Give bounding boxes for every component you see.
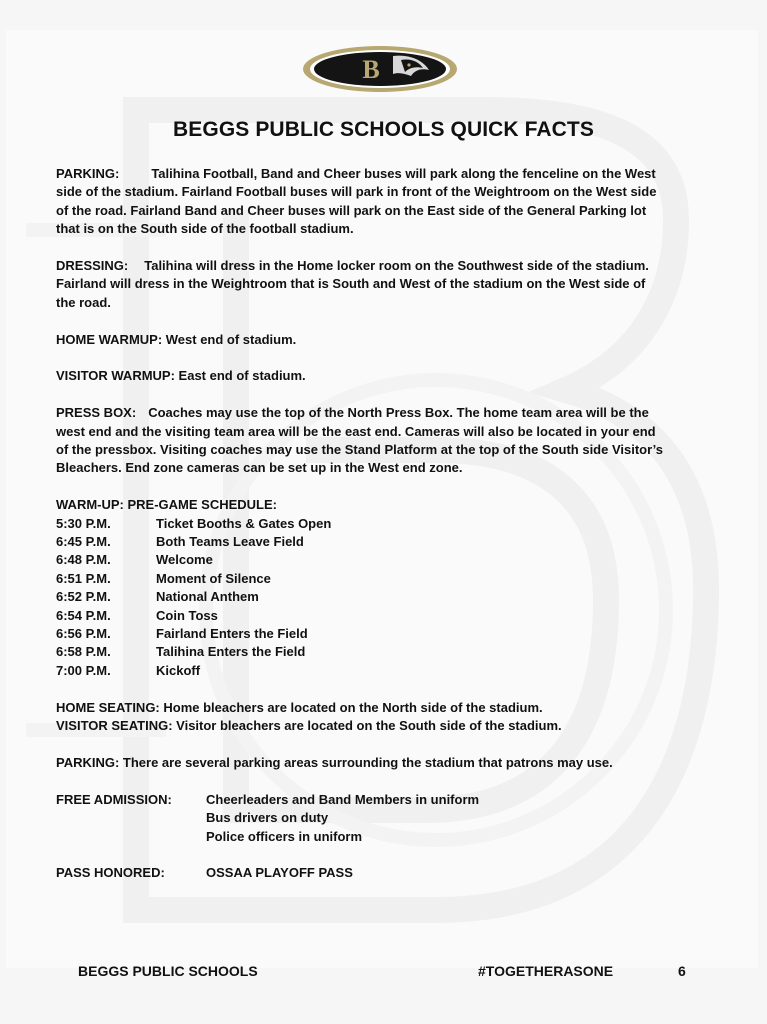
schedule-time: 6:45 P.M.	[56, 534, 111, 550]
free-admission-label: FREE ADMISSION:	[56, 791, 172, 807]
schedule-time: 6:56 P.M.	[56, 626, 111, 642]
press-box-section	[56, 404, 712, 478]
pass-honored-label: PASS HONORED:	[56, 865, 165, 881]
dressing-line: Fairland will dress in the Weightroom that is South and West of the stadium on the West side of	[56, 276, 646, 292]
dressing-line: Talihina will dress in the Home locker room on the Southwest side of the stadium.	[144, 258, 649, 274]
schedule-time: 6:48 P.M.	[56, 552, 111, 568]
schedule-row	[56, 515, 712, 533]
dressing-label: DRESSING:	[56, 258, 129, 274]
free-admission-item: Cheerleaders and Band Members in uniform	[206, 791, 480, 807]
press-box-line: of the pressbox. Visiting coaches may use the Stand Platform at the top of the South side Visitor’s	[56, 442, 664, 458]
parking-buses-line: side of the stadium. Fairland Football buses will park in front of the Weightroom on the West side	[56, 184, 657, 200]
schedule-time: 6:58 P.M.	[56, 644, 111, 660]
beggs-logo-icon	[301, 44, 459, 94]
press-box-line: west end and the visiting team area will be the east end. Cameras will also be located in your end	[56, 423, 656, 439]
parking-buses-label: PARKING:	[56, 166, 120, 181]
svg-text:B: B	[362, 55, 380, 84]
schedule-row	[56, 533, 712, 551]
page-title: BEGGS PUBLIC SCHOOLS QUICK FACTS	[173, 118, 594, 141]
press-box-label: PRESS BOX:	[56, 405, 137, 421]
free-admission-item: Bus drivers on duty	[206, 810, 329, 826]
parking-buses-line: Talihina Football, Band and Cheer buses will park along the fenceline on the West	[151, 166, 656, 181]
schedule-row	[56, 607, 712, 625]
home-seating: HOME SEATING: Home bleachers are located on the North side of the stadium.	[56, 699, 543, 715]
free-admission-item: Police officers in uniform	[206, 828, 363, 844]
pass-honored-value: OSSAA PLAYOFF PASS	[206, 865, 353, 881]
schedule-heading: WARM-UP: PRE-GAME SCHEDULE:	[56, 497, 277, 513]
schedule-event: Coin Toss	[156, 607, 218, 623]
seating-section	[56, 699, 712, 736]
free-admission-section	[56, 791, 712, 846]
parking-patrons: PARKING: There are several parking areas surrounding the stadium that patrons may use.	[56, 754, 613, 770]
schedule-row	[56, 625, 712, 643]
schedule-time: 6:52 P.M.	[56, 589, 111, 605]
home-warmup: HOME WARMUP: West end of stadium.	[56, 331, 297, 347]
press-box-line: Coaches may use the top of the North Press Box. The home team area will be the	[148, 405, 649, 421]
schedule-row	[56, 588, 712, 606]
schedule-time: 7:00 P.M.	[56, 662, 111, 678]
visitor-warmup: VISITOR WARMUP: East end of stadium.	[56, 368, 306, 384]
schedule-time: 5:30 P.M.	[56, 515, 111, 531]
pass-honored	[56, 864, 712, 882]
parking-buses-section	[56, 165, 712, 239]
schedule-event: Talihina Enters the Field	[156, 644, 306, 660]
schedule-time: 6:54 P.M.	[56, 607, 111, 623]
schedule-row	[56, 662, 712, 680]
footer-page-number: 6	[678, 963, 686, 979]
schedule-row	[56, 570, 712, 588]
schedule-event: National Anthem	[156, 589, 259, 605]
dressing-section	[56, 257, 712, 312]
schedule-event: Ticket Booths & Gates Open	[156, 515, 332, 531]
visitor-seating: VISITOR SEATING: Visitor bleachers are located on the South side of the stadium.	[56, 718, 562, 734]
parking-buses-line: that is on the South side of the football stadium.	[56, 221, 354, 237]
dressing-line: the road.	[56, 294, 111, 310]
schedule-row	[56, 551, 712, 569]
schedule-event: Moment of Silence	[156, 570, 271, 586]
parking-buses-line: of the road. Fairland Band and Cheer buses will park on the East side of the General Parking lot	[56, 202, 647, 218]
press-box-line: Bleachers. End zone cameras can be set up in the West end zone.	[56, 460, 463, 476]
quick-facts-content	[56, 165, 712, 883]
pregame-schedule	[56, 496, 712, 680]
schedule-row	[56, 643, 712, 661]
footer-hashtag: #TOGETHERASONE	[478, 963, 614, 979]
footer-school-name: BEGGS PUBLIC SCHOOLS	[78, 963, 258, 979]
schedule-event: Fairland Enters the Field	[156, 626, 308, 642]
schedule-event: Welcome	[156, 552, 213, 568]
schedule-event: Kickoff	[156, 662, 201, 678]
schedule-event: Both Teams Leave Field	[156, 534, 304, 550]
schedule-time: 6:51 P.M.	[56, 570, 111, 586]
